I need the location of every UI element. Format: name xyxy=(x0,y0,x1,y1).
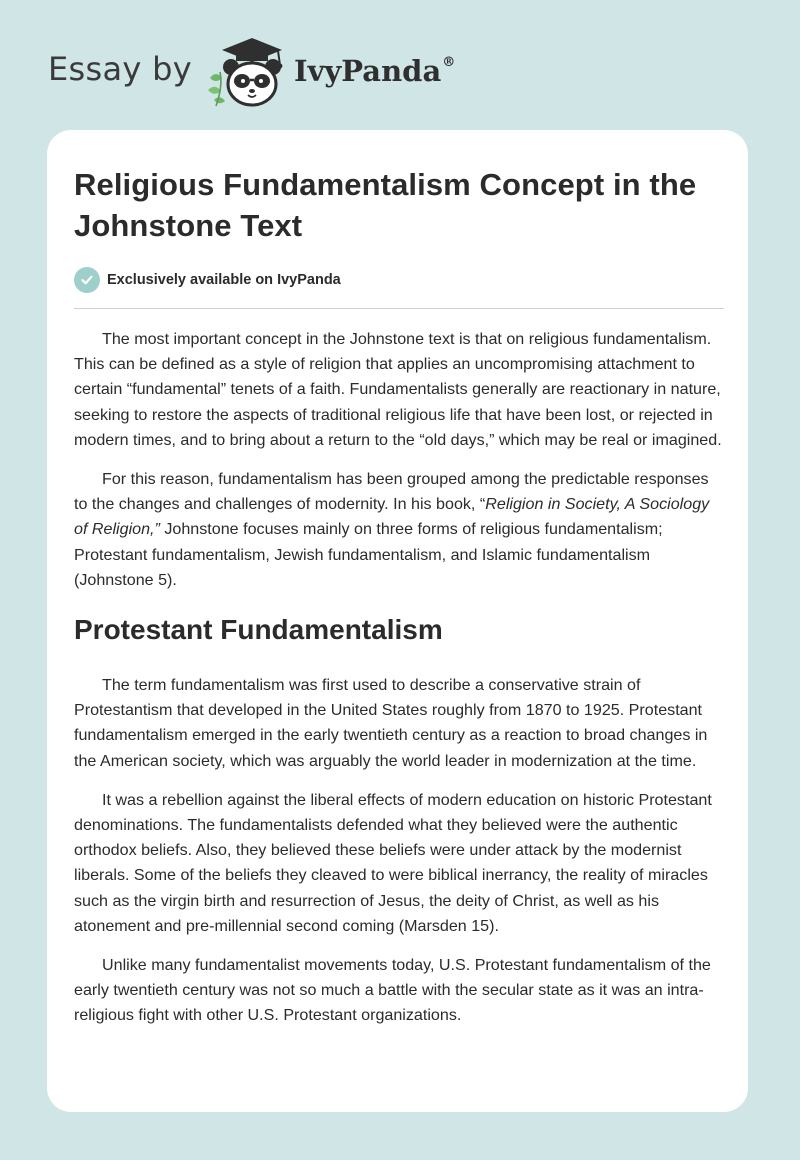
article-card xyxy=(47,130,748,1112)
title-divider xyxy=(74,308,724,309)
article-title: Religious Fundamentalism Concept in the Johnstone Text xyxy=(74,167,697,243)
site-brand[interactable] xyxy=(48,34,528,114)
exclusive-badge-text: Exclusively available on IvyPanda xyxy=(107,272,341,288)
exclusive-badge xyxy=(74,266,724,294)
body-paragraph: Unlike many fundamentalist movements today, U.S. Protestant fundamentalism of the early twentieth century was not so much a battle with the secular state as it was an intra-religious fight with other U.S. Protestant organizations. xyxy=(74,956,711,1025)
intro-paragraph: The most important concept in the Johnstone text is that on religious fundamentalism. This can be defined as a style of religion that applies an uncompromising attachment to certain “fundamental” tenets of a faith. Fundamentalists generally are reactionary in nature, seeking to restore the aspects of traditional religious life that have been lost, or rejected in modern times, and to bring about a return to the “old days,” which may be real or imagined. xyxy=(74,330,722,449)
section-heading: Protestant Fundamentalism xyxy=(74,614,443,646)
body-paragraph: The term fundamentalism was first used to describe a conservative strain of Protestantism that developed in the United States roughly from 1870 to 1925. Protestant fundamentalism emerged in the early twentieth century as a reaction to broad changes in the American society, which was arguably the world leader in modernization at the time. xyxy=(74,676,708,770)
book-title: Religion in Society, A Sociology of Religion,” xyxy=(74,495,710,539)
intro-paragraph: For this reason, fundamentalism has been grouped among the predictable responses to the changes and challenges of modernity. In his book, “Religion in Society, A Sociology of Religion,” Johnstone focuses mainly on three forms of religious fundamentalism; Protestant fundamentalism, Jewish fundamentalism, and Islamic fundamentalism (Johnstone 5). xyxy=(74,470,710,589)
brand-name: IvyPanda® xyxy=(294,54,456,88)
brand-prefix: Essay by xyxy=(48,50,192,88)
panda-graduate-logo xyxy=(202,34,294,112)
check-circle-icon xyxy=(74,267,100,293)
article-content xyxy=(74,130,724,1029)
body-paragraph: It was a rebellion against the liberal effects of modern education on historic Protestant denominations. The fundamentalists defended what they believed were the authentic orthodox beliefs. Also, they believed these beliefs were under attack by the modernist liberals. Some of the beliefs they cleaved to were biblical inerrancy, the reality of miracles such as the virgin birth and resurrection of Jesus, the deity of Christ, as well as his atonement and pre-millennial second coming (Marsden 15). xyxy=(74,790,712,935)
